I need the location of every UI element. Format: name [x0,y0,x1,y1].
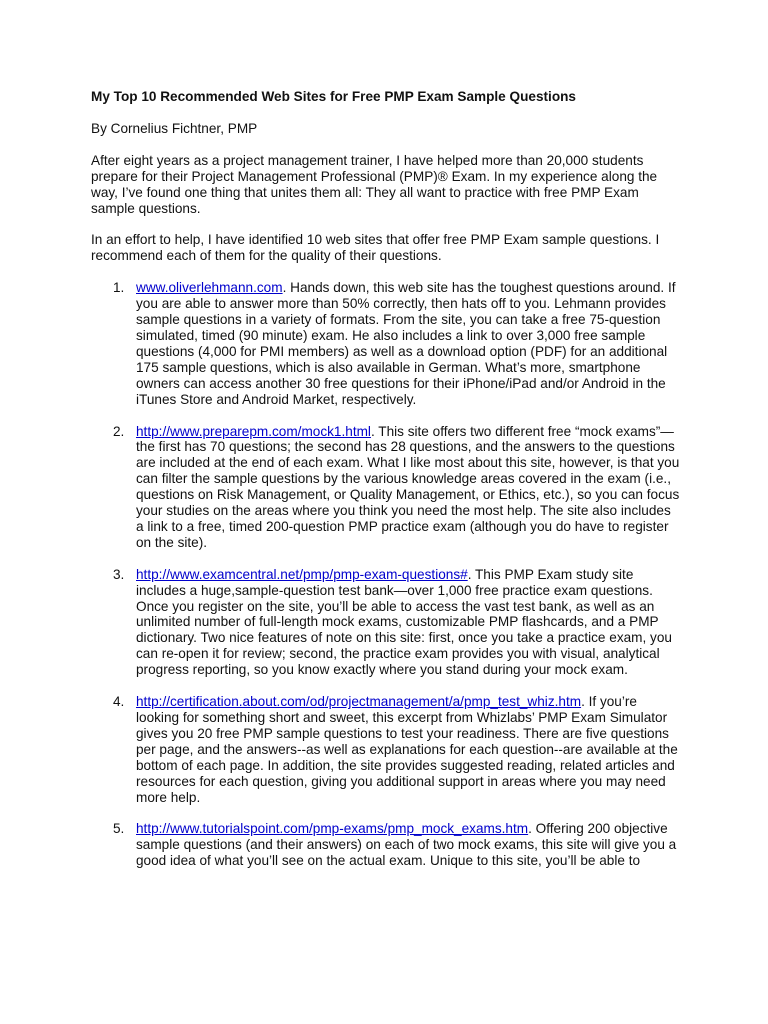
author-byline: By Cornelius Fichtner, PMP [91,120,258,136]
list-number: 1. [113,280,125,296]
list-item [91,694,681,805]
list-item [91,424,681,551]
site-link-about-certification[interactable]: http://certification.about.com/od/projectmanagement/a/pmp_test_whiz.htm [136,694,582,710]
site-description: . Offering 200 objective sample questions (and their answers) on each of two mock exams, this site will give you a good idea of what you’ll see on the actual exam. Unique to this site, you’ll be able to [136,821,677,869]
list-number: 2. [113,423,125,439]
site-link-tutorialspoint[interactable]: http://www.tutorialspoint.com/pmp-exams/pmp_mock_exams.htm [136,821,529,837]
site-description: . Hands down, this web site has the toughest questions around. If you are able to answer more than 50% correctly, then hats off to you. Lehmann provides sample questions in a variety of formats. From the site, you can take a free 75-question simulated, timed (90 minute) exam. He also includes a link to over 3,000 free sample questions (4,000 for PMI members) as well as a download option (PDF) for an additional 175 sample questions, which is also available in German. What’s more, smartphone owners can access another 30 free questions for their iPhone/iPad and/or Android in the iTunes Store and Android Market, respectively. [136,280,676,407]
intro-paragraph-2: In an effort to help, I have identified 10 web sites that offer free PMP Exam sample questions. I recommend each of them for the quality of their questions. [91,232,660,264]
site-link-oliverlehmann[interactable]: www.oliverlehmann.com [136,280,283,296]
list-number: 5. [113,821,125,837]
intro-paragraph-1: After eight years as a project management trainer, I have helped more than 20,000 students prepare for their Project Management Professional (PMP)® Exam. In my experience along the way, I’ve found one thing that unites them all: They all want to practice with free PMP Exam sample questions. [91,152,658,216]
site-description: . This site offers two different free “mock exams”—the first has 70 questions; the second has 28 questions, and the answers to the questions are included at the end of each exam. What I like most about this site, however, is that you can filter the sample questions by the various knowledge areas covered in the exam (i.e., questions on Risk Management, or Quality Management, or Ethics, etc.), so you can focus your studies on the areas where you think you need the most help. The site also includes a link to a free, timed 200-question PMP practice exam (although you do have to register on the site). [136,423,680,550]
site-link-examcentral[interactable]: http://www.examcentral.net/pmp/pmp-exam-questions# [136,566,468,582]
site-link-preparepm[interactable]: http://www.preparepm.com/mock1.html [136,423,371,439]
site-list [91,280,681,869]
list-item [91,280,681,407]
site-description: . This PMP Exam study site includes a huge,sample-question test bank—over 1,000 free practice exam questions. Once you register on the site, you’ll be able to access the vast test bank, as well as an unlimited number of full-length mock exams, customizable PMP flashcards, and a PMP dictionary. Two nice features of note on this site: first, once you take a practice exam, you can re-open it for review; second, the practice exam provides you with visual, analytical progress reporting, so you know exactly where you stand during your mock exam. [136,566,672,678]
document-page [91,89,681,885]
list-number: 4. [113,694,125,710]
list-item [91,567,681,678]
list-number: 3. [113,566,125,582]
document-title: My Top 10 Recommended Web Sites for Free PMP Exam Sample Questions [91,89,576,104]
site-description: . If you’re looking for something short and sweet, this excerpt from Whizlabs’ PMP Exam Simulator gives you 20 free PMP sample questions to test your readiness. There are five questions per page, and the answers--as well as explanations for each question--are available at the bottom of each page. In addition, the site provides suggested reading, related articles and resources for each question, giving you additional support in areas where you may need more help. [136,694,678,805]
list-item [91,821,681,869]
